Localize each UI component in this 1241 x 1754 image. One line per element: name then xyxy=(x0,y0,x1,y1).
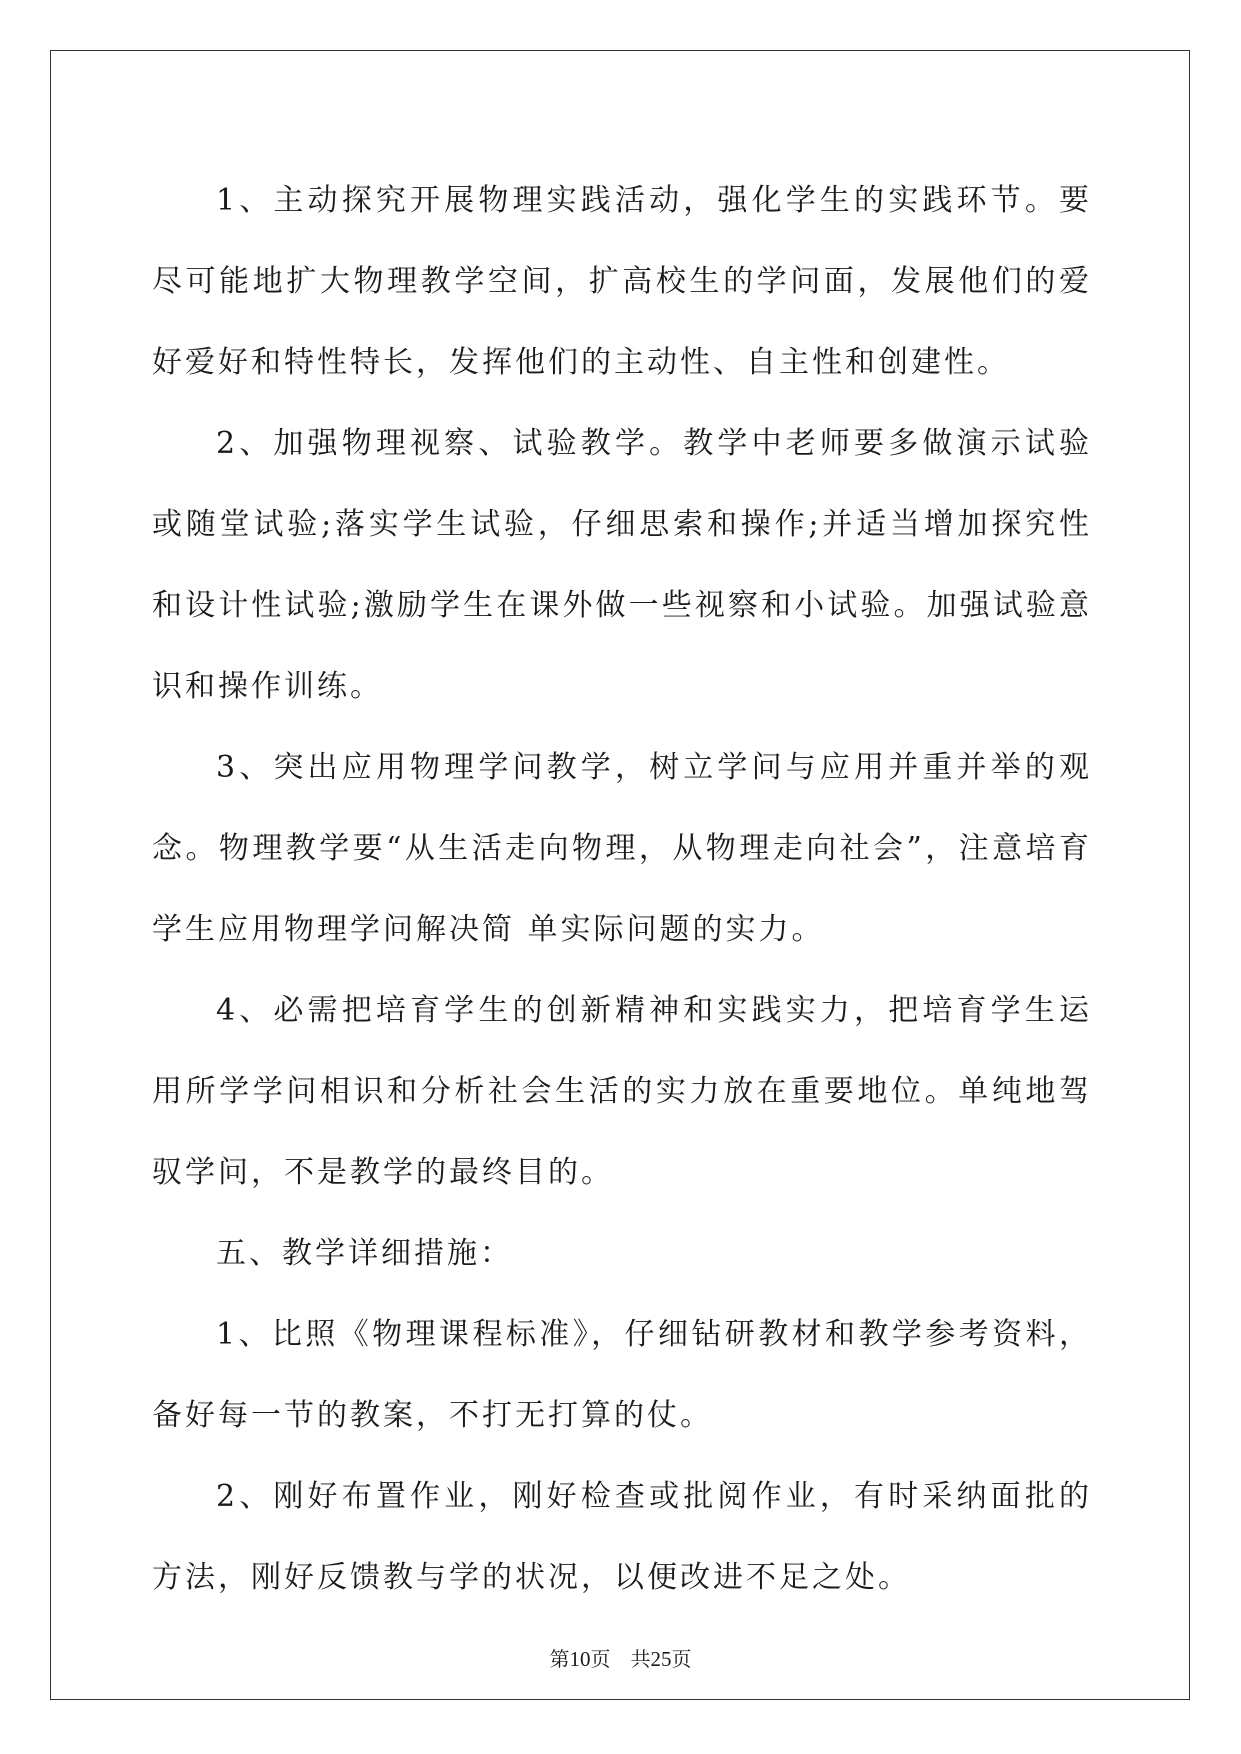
document-body xyxy=(152,160,1092,1618)
page-prefix: 第 xyxy=(549,1647,570,1671)
paragraph-3: 3、突出应用物理学问教学，树立学问与应用并重并举的观念。物理教学要“从生活走向物理，从物理走向社会”，注意培育学生应用物理学问解决简 单实际问题的实力。 xyxy=(152,750,1092,947)
page-suffix: 页 xyxy=(590,1647,611,1671)
total-prefix: 共 xyxy=(630,1647,651,1671)
paragraph-4: 4、必需把培育学生的创新精神和实践实力，把培育学生运用所学学问相识和分析社会生活的实力放在重要地位。单纯地驾驭学问，不是教学的最终目的。 xyxy=(152,993,1092,1190)
paragraph-2: 2、加强物理视察、试验教学。教学中老师要多做演示试验或随堂试验;落实学生试验，仔细思索和操作;并适当增加探究性和设计性试验;激励学生在课外做一些视察和小试验。加强试验意识和操作训练。 xyxy=(152,426,1092,704)
paragraph-6: 2、刚好布置作业，刚好检查或批阅作业，有时采纳面批的方法，刚好反馈教与学的状况，以便改进不足之处。 xyxy=(152,1479,1092,1595)
total-pages: 25 xyxy=(650,1647,672,1671)
page-number: 10 xyxy=(569,1647,591,1671)
paragraph-5: 1、比照《物理课程标准》，仔细钻研教材和教学参考资料，备好每一节的教案，不打无打算的仗。 xyxy=(152,1317,1092,1433)
page-footer xyxy=(0,1647,1241,1671)
total-suffix: 页 xyxy=(671,1647,692,1671)
section-heading: 五、教学详细措施： xyxy=(216,1236,513,1271)
paragraph-1: 1、主动探究开展物理实践活动，强化学生的实践环节。要尽可能地扩大物理教学空间，扩高校生的学问面，发展他们的爱好爱好和特性特长，发挥他们的主动性、自主性和创建性。 xyxy=(152,183,1092,380)
